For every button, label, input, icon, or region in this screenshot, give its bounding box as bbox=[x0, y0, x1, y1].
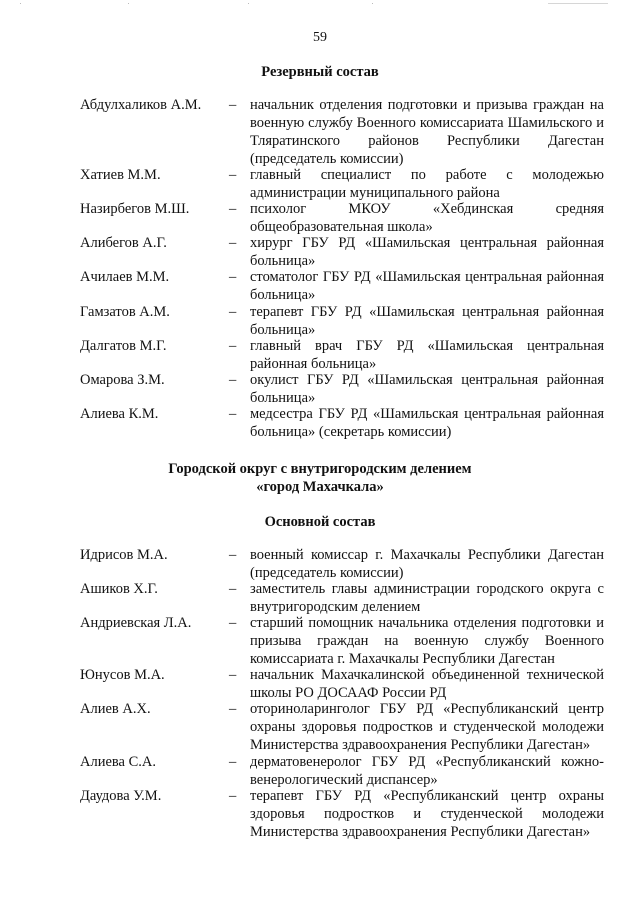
section-heading-reserve bbox=[0, 63, 640, 81]
member-role: заместитель главы администрации городского округа с внутригородским делением bbox=[250, 581, 604, 615]
member-dash: – bbox=[229, 788, 237, 804]
member-role: окулист ГБУ РД «Шамильская центральная районная больница» bbox=[250, 372, 604, 406]
member-role: дерматовенеролог ГБУ РД «Республиканский кожно-венерологический диспансер» bbox=[250, 754, 604, 788]
member-dash: – bbox=[229, 269, 237, 285]
heading-line: «город Махачкала» bbox=[256, 479, 384, 495]
heading-line: Основной состав bbox=[264, 514, 376, 530]
member-role: военный комиссар г. Махачкалы Республики Дагестан (председатель комиссии) bbox=[250, 547, 604, 581]
member-dash: – bbox=[229, 754, 237, 770]
member-role: терапевт ГБУ РД «Шамильская центральная районная больница» bbox=[250, 304, 604, 338]
member-name: Алибегов А.Г. bbox=[80, 235, 167, 251]
heading-line: Резервный состав bbox=[261, 64, 379, 80]
member-dash: – bbox=[229, 372, 237, 388]
member-role: главный врач ГБУ РД «Шамильская центральная районная больница» bbox=[250, 338, 604, 372]
member-name: Юнусов М.А. bbox=[80, 667, 165, 683]
member-dash: – bbox=[229, 701, 237, 717]
scan-speck bbox=[20, 3, 21, 4]
page-number: 59 bbox=[313, 30, 327, 45]
member-name: Ашиков Х.Г. bbox=[80, 581, 158, 597]
scan-speck bbox=[548, 3, 608, 4]
member-name: Идрисов М.А. bbox=[80, 547, 168, 563]
member-role: стоматолог ГБУ РД «Шамильская центральная районная больница» bbox=[250, 269, 604, 303]
member-name: Ачилаев М.М. bbox=[80, 269, 170, 285]
member-role: старший помощник начальника отделения подготовки и призыва граждан на военную службу Военного комиссариата г. Махачкалы Республики Дагестан bbox=[250, 615, 604, 667]
member-role: психолог МКОУ «Хебдинская средняя общеобразовательная школа» bbox=[250, 201, 604, 235]
scan-speck bbox=[372, 3, 373, 4]
member-dash: – bbox=[229, 547, 237, 563]
scan-speck bbox=[248, 3, 249, 4]
member-role: медсестра ГБУ РД «Шамильская центральная районная больница» (секретарь комиссии) bbox=[250, 406, 604, 440]
member-name: Алиева С.А. bbox=[80, 754, 157, 770]
member-name: Абдулхаликов А.М. bbox=[80, 97, 202, 113]
member-role: терапевт ГБУ РД «Республиканский центр охраны здоровья подростков и студенческой молодежи Министерства здравоохранения Республики Дагестан» bbox=[250, 788, 604, 840]
member-name: Хатиев М.М. bbox=[80, 167, 161, 183]
member-role: хирург ГБУ РД «Шамильская центральная районная больница» bbox=[250, 235, 604, 269]
member-role: оториноларинголог ГБУ РД «Республиканский центр охраны здоровья подростков и студенческой молодежи Министерства здравоохранения Республики Дагестан» bbox=[250, 701, 604, 753]
member-name: Назирбегов М.Ш. bbox=[80, 201, 190, 217]
section-heading-district bbox=[0, 460, 640, 496]
member-name: Далгатов М.Г. bbox=[80, 338, 167, 354]
member-dash: – bbox=[229, 201, 237, 217]
member-dash: – bbox=[229, 235, 237, 251]
member-dash: – bbox=[229, 581, 237, 597]
member-dash: – bbox=[229, 304, 237, 320]
heading-line: Городской округ с внутригородским делением bbox=[168, 461, 472, 477]
scan-speck bbox=[128, 3, 129, 4]
member-role: начальник Махачкалинской объединенной технической школы РО ДОСААФ России РД bbox=[250, 667, 604, 701]
member-dash: – bbox=[229, 667, 237, 683]
member-name: Даудова У.М. bbox=[80, 788, 162, 804]
member-name: Гамзатов А.М. bbox=[80, 304, 170, 320]
member-name: Алиев А.Х. bbox=[80, 701, 151, 717]
member-dash: – bbox=[229, 97, 237, 113]
member-dash: – bbox=[229, 615, 237, 631]
member-name: Омарова З.М. bbox=[80, 372, 165, 388]
member-dash: – bbox=[229, 167, 237, 183]
member-dash: – bbox=[229, 338, 237, 354]
member-role: начальник отделения подготовки и призыва граждан на военную службу Военного комиссариата Шамильского и Тляратинского районов Республики Дагестан (председатель комиссии) bbox=[250, 97, 604, 167]
member-role: главный специалист по работе с молодежью администрации муниципального района bbox=[250, 167, 604, 201]
member-name: Андриевская Л.А. bbox=[80, 615, 192, 631]
member-name: Алиева К.М. bbox=[80, 406, 159, 422]
section-heading-main bbox=[0, 513, 640, 531]
member-dash: – bbox=[229, 406, 237, 422]
